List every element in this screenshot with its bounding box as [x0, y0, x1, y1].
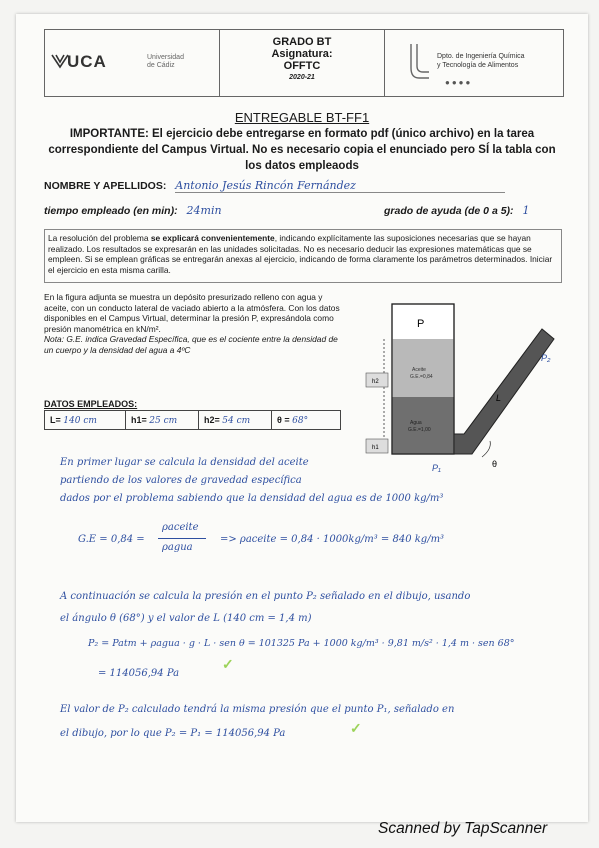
svg-text:G.E.=0,84: G.E.=0,84: [410, 374, 433, 380]
problem-note: Nota: G.E. indica Gravedad Específica, que es el cociente entre la densidad de un cuerpo y la densidad del agua a 4ºC: [44, 334, 338, 355]
pressure-result: = 114056,94 Pa: [98, 668, 180, 679]
header-table: [44, 29, 564, 97]
dots-decoration: ●●●●: [445, 78, 473, 87]
svg-text:P₂: P₂: [541, 353, 551, 363]
svg-text:h1: h1: [372, 445, 379, 451]
check-mark-icon: ✓: [350, 720, 362, 736]
datos-cell-h1: h1= 25 cm: [126, 411, 199, 430]
datos-title: DATOS EMPLEADOS:: [44, 399, 138, 409]
subject: OFFTC: [283, 60, 321, 72]
flask-icon: [403, 42, 431, 82]
scanner-watermark: Scanned by TapScanner: [378, 820, 548, 837]
university-name: Universidad de Cádiz: [147, 54, 184, 69]
problem-statement: [44, 292, 340, 355]
solution-paragraph-1: En primer lugar se calcula la densidad del aceite partiendo de los valores de gravedad específica dados por el problema sabiendo que la densidad del agua es de 1000 kg/m³: [60, 457, 444, 504]
university-cell: [45, 30, 220, 96]
time-label: tiempo empleado (en min):: [44, 205, 178, 217]
uca-logo: UCA: [67, 52, 107, 71]
help-value: 1: [522, 204, 530, 217]
solution-paragraph-2: A continuación se calcula la presión en el punto P₂ señalado en el dibujo, usando el ángulo θ (68°) y el valor de L (140 cm = 1,4 m): [60, 591, 471, 624]
help-label: grado de ayuda (de 0 a 5):: [384, 205, 514, 217]
time-row: [44, 204, 222, 217]
datos-cell-l: L= 140 cm: [45, 411, 126, 430]
datos-cell-theta: θ = 68°: [272, 411, 341, 430]
problem-text: En la figura adjunta se muestra un depósito presurizado relleno con agua y aceite, con un conducto lateral de vaciado abierto a la atmósfera. Con los datos disponibles en el Campus Virtual, determinar la presión P, expresándola como presión manométrica en kN/m².: [44, 292, 340, 334]
datos-table: [44, 410, 341, 430]
name-value: Antonio Jesús Rincón Fernández: [175, 179, 505, 193]
svg-text:h2: h2: [372, 379, 379, 385]
svg-text:L: L: [496, 393, 502, 403]
pressure-label: P: [417, 318, 425, 330]
department-cell: [385, 30, 563, 96]
pressure-equation: P₂ = Patm + ρagua · g · L · sen θ = 101325 Pa + 1000 kg/m³ · 9,81 m/s² · 1,4 m · sen 68°: [88, 638, 515, 649]
subject-label: Asignatura:: [271, 48, 333, 60]
svg-text:θ: θ: [492, 459, 498, 469]
course-cell: [220, 30, 385, 96]
department-name: Dpto. de Ingeniería Química y Tecnología de Alimentos: [437, 53, 525, 69]
datos-cell-h2: h2= 54 cm: [199, 411, 272, 430]
svg-text:P₁: P₁: [432, 463, 441, 473]
exam-sheet: UCA Universidad de Cádiz GRADO BT Asignatura: OFFTC 2020-21 Dpto. de Ingeniería Química y Tecnología de Alimentos ●●●● ENTREGABLE BT-FF1 IMPORTANTE: El ejercicio debe entregarse en formato pdf (único archivo) en la tarea correspondiente del Campus Virtual. No es necesario copia el enunciado pero SÍ la tabla con los datos empleaods NOMBRE Y APELLIDOS: Antonio Jesús Rincón Fernández tiempo empleado (en min): 24min grado de ayuda (de 0 a 5): 1 La resolución del problema se explicará convenientemente, indicando explícitamente las suposiciones necesarias que se hayan realizado. Los resultados se expresarán en las unidades solicitadas. No es necesario deducir las expresiones matemáticas que se empleen. Si se emplean gráficas se entregarán anexas al ejercicio, indicando de forma claramente los parámetros determinados. Iniciar el ejercicio en esta misma carilla. En la figura adjunta se muestra un depósito presurizado relleno con agua y aceite, con un conducto lateral de vaciado abierto a la atmósfera. Con los datos disponibles en el Campus Virtual, determinar la presión P, expresándola como presión manométrica en kN/m². Nota: G.E. indica Gravedad Específica, que es el cociente entre la densidad de un cuerpo y la densidad del agua a 4ºC P Aceite G.E.=0,84 Agua G.E.=1,00 h2 h1 L θ P₂ P₁ DATOS EMPLEADOS: L= 140 cm h1= 25 cm h2= 54 cm θ = 68° En primer lugar se calcula la densidad del aceite partiendo de los valores de gravedad específica dados por el problema sabiendo que la densidad del agua es de 1000 kg/m³ G.E = 0,84 = ρaceite ρagua => ρaceite = 0,84 · 1000kg/m³ = 840 kg/m³ A continuación se calcula la presión en el punto P₂ señalado en el dibujo, usando el ángulo θ (68°) y el valor de L (140 cm = 1,4 m) P₂ = Patm + ρagua · g · L · sen θ = 101325 Pa + 1000 kg/m³ · 9,81 m/s² · 1,4 m · sen 68° ✓ = 114056,94 Pa El valor de P₂ calculado tendrá la misma presión que el punto P₁, señalado en el dibujo, por lo que P₂ = P₁ = 114056,94 Pa ✓: [16, 14, 588, 822]
svg-text:G.E.=1,00: G.E.=1,00: [408, 427, 431, 433]
check-mark-icon: ✓: [222, 656, 234, 672]
name-label: NOMBRE Y APELLIDOS:: [44, 180, 167, 192]
svg-text:Aceite: Aceite: [412, 367, 426, 373]
tank-figure: [344, 299, 564, 479]
instructions-box: La resolución del problema se explicará convenientemente, indicando explícitamente las suposiciones necesarias que se hayan realizado. Los resultados se expresarán en las unidades solicitadas. No es necesario deducir las expresiones matemáticas que se empleen. Si se emplean gráficas se entregarán anexas al ejercicio, indicando de forma claramente los parámetros determinados. Iniciar el ejercicio en esta misma carilla.: [44, 229, 562, 283]
name-row: [44, 179, 562, 193]
document-title: ENTREGABLE BT-FF1: [234, 110, 370, 125]
solution-paragraph-3: El valor de P₂ calculado tendrá la misma presión que el punto P₁, señalado en el dibujo, por lo que P₂ = P₁ = 114056,94 Pa: [60, 704, 455, 739]
time-value: 24min: [186, 204, 222, 217]
important-notice: IMPORTANTE: El ejercicio debe entregarse en formato pdf (único archivo) en la tarea correspondiente del Campus Virtual. No es necesario copia el enunciado pero SÍ la tabla con los datos empleaods: [48, 128, 556, 172]
academic-year: 2020-21: [289, 74, 315, 81]
svg-text:Agua: Agua: [410, 420, 422, 426]
grade: GRADO BT: [272, 36, 332, 48]
help-row: [384, 204, 529, 217]
